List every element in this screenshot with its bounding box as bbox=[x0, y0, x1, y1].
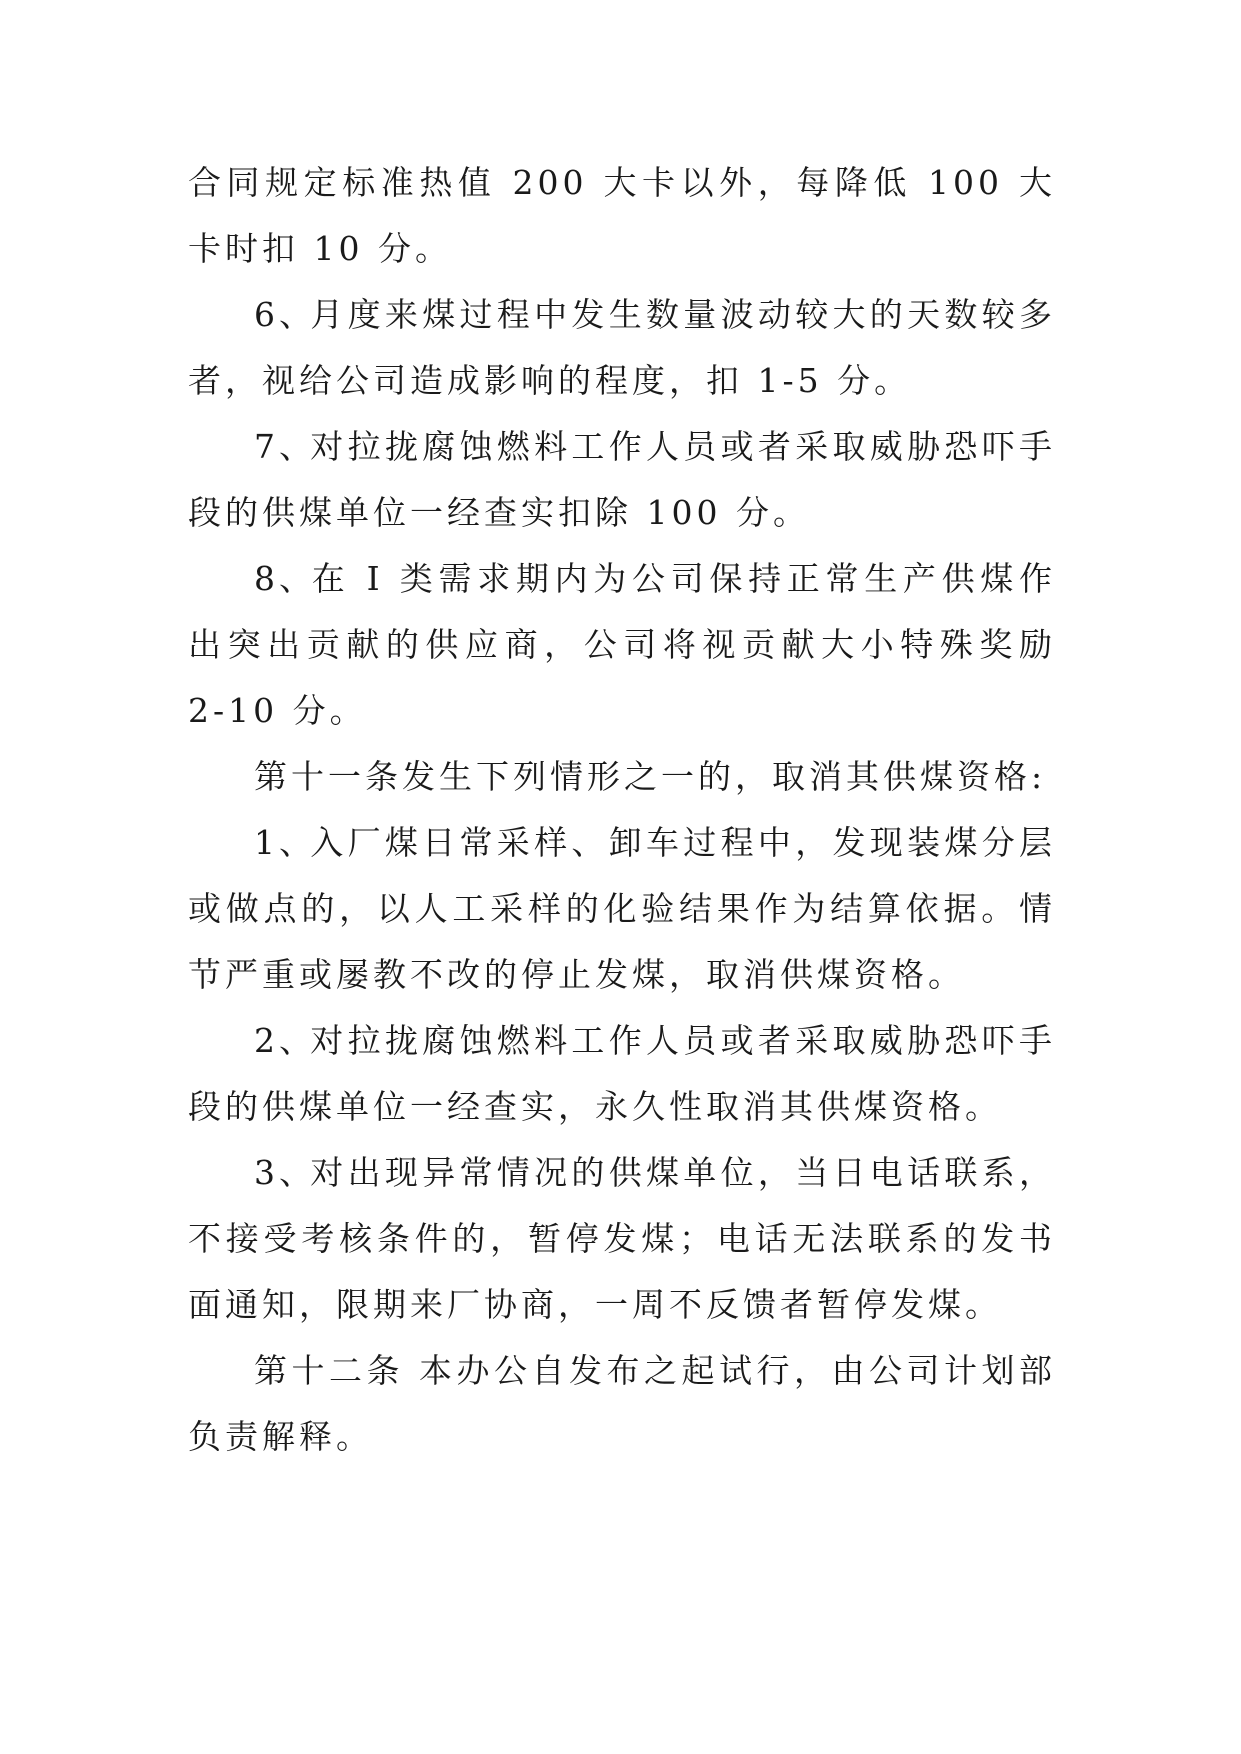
paragraph-text: 入厂煤日常采样、卸车过程中，发现装煤分层或做点的，以人工采样的化验结果作为结算依据。情节严重或屡教不改的停止发煤，取消供煤资格。 bbox=[188, 823, 1056, 994]
paragraph-text: 第十二条 本办公自发布之起试行，由公司计划部负责解释。 bbox=[188, 1351, 1056, 1456]
paragraph-text: 对拉拢腐蚀燃料工作人员或者采取威胁恐吓手段的供煤单位一经查实，永久性取消其供煤资格。 bbox=[188, 1021, 1056, 1126]
item-number: 6、 bbox=[254, 295, 316, 334]
paragraph-continued bbox=[188, 150, 1056, 282]
paragraph-item-6 bbox=[188, 282, 1056, 414]
paragraph-text: 对拉拢腐蚀燃料工作人员或者采取威胁恐吓手段的供煤单位一经查实扣除 100 分。 bbox=[188, 427, 1056, 532]
article-11-item-3 bbox=[188, 1140, 1056, 1338]
paragraph-item-8 bbox=[188, 546, 1056, 744]
paragraph-text: 第十一条发生下列情形之一的，取消其供煤资格: bbox=[254, 757, 1047, 796]
paragraph-item-7 bbox=[188, 414, 1056, 546]
item-number: 2、 bbox=[254, 1021, 316, 1060]
item-number: 1、 bbox=[254, 823, 316, 862]
item-number: 3、 bbox=[254, 1153, 316, 1192]
paragraph-text: 对出现异常情况的供煤单位，当日电话联系，不接受考核条件的，暂停发煤；电话无法联系的发书面通知，限期来厂协商，一周不反馈者暂停发煤。 bbox=[188, 1153, 1056, 1324]
item-number: 7、 bbox=[254, 427, 316, 466]
article-11-item-1 bbox=[188, 810, 1056, 1008]
paragraph-text: 在 I 类需求期内为公司保持正常生产供煤作出突出贡献的供应商，公司将视贡献大小特殊奖励 2-10 分。 bbox=[188, 559, 1056, 730]
article-11-item-2 bbox=[188, 1008, 1056, 1140]
article-11-heading bbox=[188, 744, 1056, 810]
paragraph-text: 合同规定标准热值 200 大卡以外，每降低 100 大卡时扣 10 分。 bbox=[188, 163, 1056, 268]
item-number: 8、 bbox=[254, 559, 316, 598]
article-12 bbox=[188, 1338, 1056, 1470]
paragraph-text: 月度来煤过程中发生数量波动较大的天数较多者，视给公司造成影响的程度，扣 1-5 分。 bbox=[188, 295, 1056, 400]
document-body bbox=[188, 150, 1056, 1470]
